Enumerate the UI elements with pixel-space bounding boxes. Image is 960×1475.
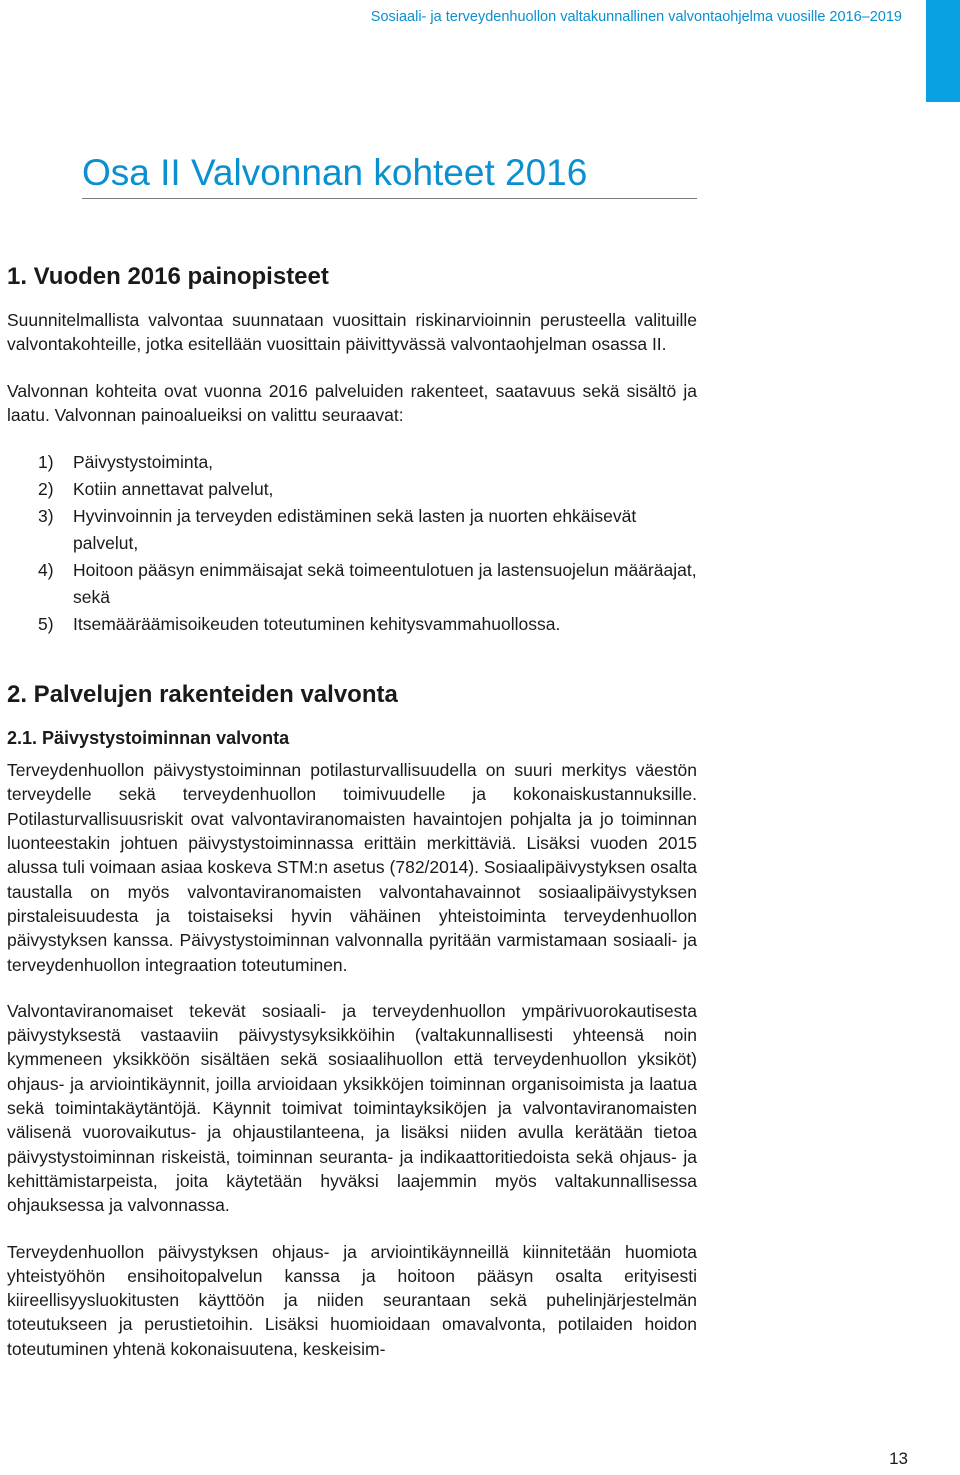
- list-item-number: 1): [38, 452, 54, 473]
- list-item: [7, 503, 697, 557]
- running-header: Sosiaali- ja terveydenhuollon valtakunnallinen valvontaohjelma vuosille 2016–2019: [370, 9, 902, 25]
- page-number: 13: [889, 1449, 908, 1468]
- paragraph-paivystys-2: Valvontaviranomaiset tekevät sosiaali- ja terveydenhuollon ympärivuorokautisesta päivystyksestä vastaaviin päivystysyksikköihin (valtakunnallisesti yhteensä noin kymmeneen yksikköön sisältäen sekä sosiaalihuollon että terveydenhuollon yksiköt) ohjaus- ja arviointikäynnit, joilla arvioidaan yksikköjen toiminnan organisoimista ja laatua sekä toimintakäytäntöjä. Käynnit toimivat toimintayksiköjen ja valvontaviranomaisten välisenä vuorovaikutus- ja ohjaustilanteena, ja lisäksi niiden avulla kerätään tietoa päivystystoiminnan riskeistä, toiminnan seuranta- ja indikaattoritiedoista sekä ohjaus- ja kehittämistarpeista, joita käytetään hyväksi laajemmin myös valtakunnallisessa ohjauksessa ja valvonnassa.: [7, 1000, 697, 1216]
- list-item-number: 4): [38, 560, 54, 581]
- list-item: [7, 611, 697, 638]
- list-item-text: Kotiin annettavat palvelut,: [73, 479, 274, 500]
- list-item-number: 3): [38, 506, 54, 527]
- section-heading-rakenteiden-valvonta: 2. Palvelujen rakenteiden valvonta: [7, 681, 398, 709]
- list-item: [7, 557, 697, 611]
- subsection-heading-paivystys: 2.1. Päivystystoiminnan valvonta: [7, 728, 290, 749]
- list-item-number: 2): [38, 479, 54, 500]
- paragraph-targets: Valvonnan kohteita ovat vuonna 2016 palveluiden rakenteet, saatavuus sekä sisältö ja laatu. Valvonnan painoalueiksi on valittu seuraavat:: [7, 380, 697, 425]
- page-body: [7, 262, 697, 1361]
- corner-tab: [926, 0, 960, 102]
- chapter-divider: [82, 198, 697, 199]
- list-item-number: 5): [38, 614, 54, 635]
- list-item: [7, 476, 697, 503]
- section-heading-painopisteet: 1. Vuoden 2016 painopisteet: [7, 263, 329, 290]
- priority-list: [7, 449, 697, 638]
- list-item-text: Itsemääräämisoikeuden toteutuminen kehitysvammahuollossa.: [73, 614, 561, 635]
- chapter-title: Osa II Valvonnan kohteet 2016: [82, 152, 588, 193]
- list-item-text: Hyvinvoinnin ja terveyden edistäminen sekä lasten ja nuorten ehkäisevät palvelut,: [73, 506, 637, 554]
- list-item-text: Hoitoon pääsyn enimmäisajat sekä toimeentulotuen ja lastensuojelun määräajat, sekä: [73, 560, 697, 608]
- paragraph-intro: Suunnitelmallista valvontaa suunnataan vuosittain riskinarvioinnin perusteella valituille valvontakohteille, jotka esitellään vuosittain päivittyvässä valvontaohjelman osassa II.: [7, 310, 697, 355]
- paragraph-paivystys-1: Terveydenhuollon päivystystoiminnan potilasturvallisuudella on suuri merkitys väestön terveydelle sekä terveydenhuollon toimivuudelle ja kokonaiskustannuksille. Potilasturvallisuusriskit ovat valvontaviranomaisten havaintojen pohjalta ja jo toiminnan luonteestakin johtuen päivystystoiminnassa erittäin merkittäviä. Lisäksi vuoden 2015 alussa tuli voimaan asiaa koskeva STM:n asetus (782/2014). Sosiaalipäivystyksen osalta taustalla on myös valvontaviranomaisten valvontahavainnot sosiaalipäivystyksen pirstaleisuudesta ja toistaiseksi hyvin vähäinen yhteistoiminta terveydenhuollon päivystyksen kanssa. Päivystystoiminnan valvonnalla pyritään varmistamaan sosiaali- ja terveydenhuollon integraation toteutuminen.: [7, 760, 697, 975]
- list-item: [7, 449, 697, 476]
- list-item-text: Päivystystoiminta,: [73, 452, 214, 473]
- paragraph-paivystys-3: Terveydenhuollon päivystyksen ohjaus- ja arviointikäynneillä kiinnitetään huomiota yhteistyöhön ensihoitopalvelun kanssa ja hoitoon pääsyn osalta erityisesti kiireellisyysluokitusten käyttöön ja niiden seurantaan sekä puhelinjärjestelmän toteutukseen ja perustietoihin. Lisäksi huomioidaan omavalvonta, potilaiden hoidon toteutuminen yhtenä kokonaisuutena, keskeisim-: [7, 1241, 697, 1359]
